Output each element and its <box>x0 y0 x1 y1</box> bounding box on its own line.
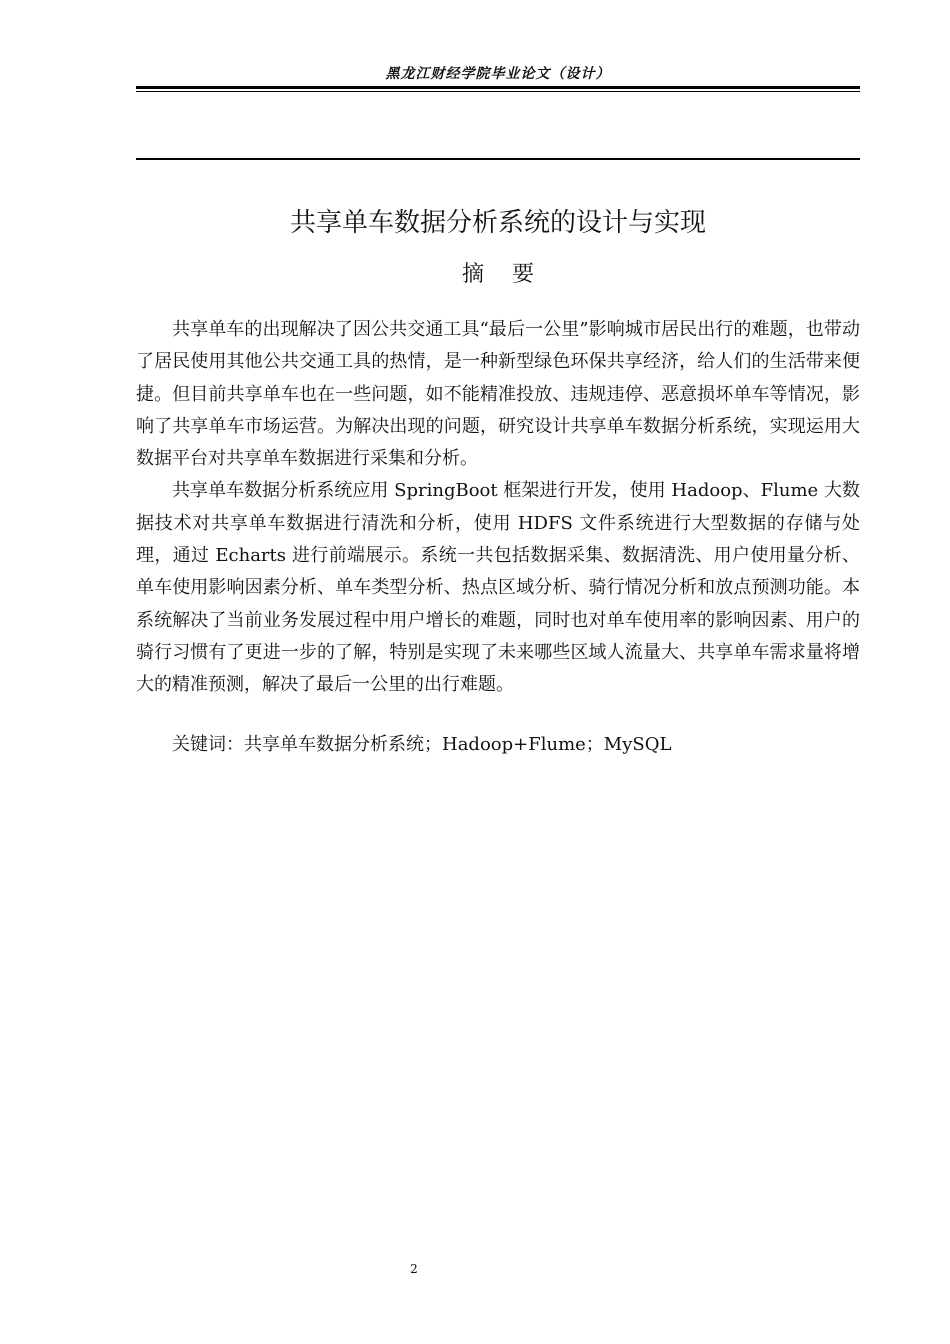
thesis-title: 共享单车数据分析系统的设计与实现 <box>289 208 706 238</box>
abstract-heading: 摘 要 <box>462 262 534 287</box>
abstract-paragraph-2: 共享单车数据分析系统应用 SpringBoot 框架进行开发，使用 Hadoop、Flume 大数据技术对共享单车数据进行清洗和分析，使用 HDFS 文件系统进行大型数据的存储与处理，通过 Echarts 进行前端展示。系统一共包括数据采集、数据清洗、用户使用量分析、单车使用影响因素分析、单车类型分析、热点区域分析、骑行情况分析和放点预测功能。本系统解决了当前业务发展过程中用户增长的难题，同时也对单车使用率的影响因素、用户的骑行习惯有了更进一步的了解，特别是实现了未来哪些区域人流量大、共享单车需求量将增大的精准预测，解决了最后一公里的出行难题。 <box>136 480 860 696</box>
abstract-paragraph-1: 共享单车的出现解决了因公共交通工具“最后一公里”影响城市居民出行的难题，也带动了居民使用其他公共交通工具的热情，是一种新型绿色环保共享经济，给人们的生活带来便捷。但目前共享单车也在一些问题，如不能精准投放、违规违停、恶意损坏单车等情况，影响了共享单车市场运营。为解决出现的问题，研究设计共享单车数据分析系统，实现运用大数据平台对共享单车数据进行采集和分析。 <box>136 319 860 470</box>
header-rule-thick <box>136 86 860 89</box>
running-header-title: 黑龙江财经学院毕业论文（设计） <box>385 66 611 82</box>
header-rule-thin <box>136 91 860 92</box>
keywords-line <box>136 730 860 760</box>
section-divider <box>136 158 860 160</box>
page-number: 2 <box>410 1262 418 1276</box>
keywords-label: 关键词： <box>172 734 244 755</box>
keywords-value: 共享单车数据分析系统；Hadoop+Flume；MySQL <box>244 734 672 755</box>
abstract-body <box>136 314 860 702</box>
